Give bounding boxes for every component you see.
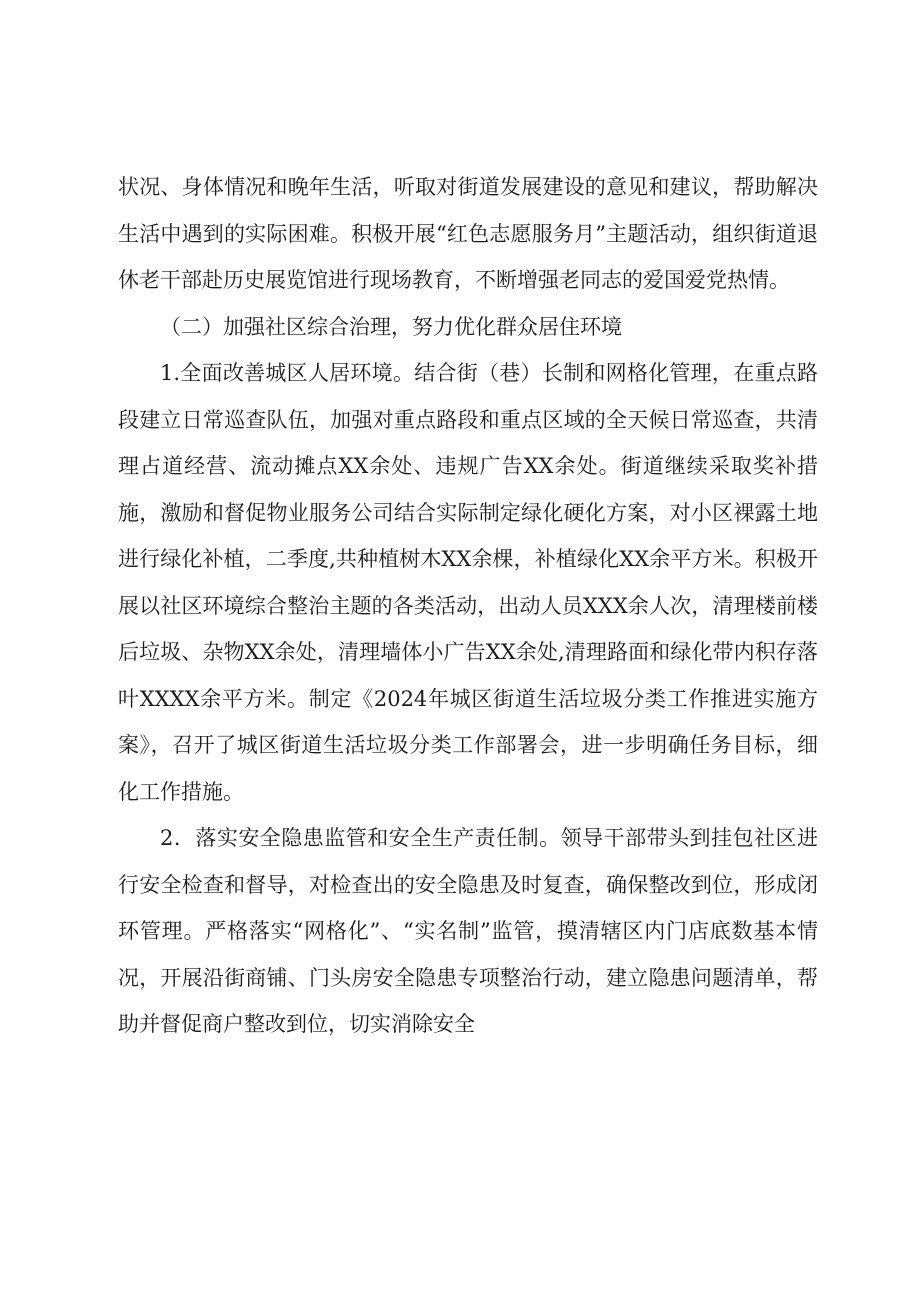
paragraph-item-1: 1.全面改善城区人居环境。结合街（巷）长制和网格化管理，在重点路段建立日常巡查队伍，加强对重点路段和重点区域的全天候日常巡查，共清理占道经营、流动摊点XX余处、违规广告XX余处。街道继续采取奖补措施，激励和督促物业服务公司结合实际制定绿化硬化方案，对小区裸露土地进行绿化补植，二季度,共种植树木XX余棵，补植绿化XX余平方米。积极开展以社区环境综合整治主题的各类活动，出动人员XXX余人次，清理楼前楼后垃圾、杂物XX余处，清理墙体小广告XX余处,清理路面和绿化带内积存落叶XXXX余平方米。制定《2024年城区街道生活垃圾分类工作推进实施方案》，召开了城区街道生活垃圾分类工作部署会，进一步明确任务目标，细化工作措施。	[118, 361, 818, 804]
document-body	[118, 164, 818, 1048]
paragraph-item-2: 2．落实安全隐患监管和安全生产责任制。领导干部带头到挂包社区进行安全检查和督导，对检查出的安全隐患及时复查，确保整改到位，形成闭环管理。严格落实“网格化”、“实名制”监管，摸清辖区内门店底数基本情况，开展沿街商铺、门头房安全隐患专项整治行动，建立隐患问题清单，帮助并督促商户整改到位，切实消除安全	[118, 826, 818, 1036]
section-heading: （二）加强社区综合治理，努力优化群众居住环境	[160, 314, 622, 339]
paragraph-continuation: 状况、身体情况和晚年生活，听取对街道发展建设的意见和建议，帮助解决生活中遇到的实际困难。积极开展“红色志愿服务月”主题活动，组织街道退休老干部赴历史展览馆进行现场教育，不断增强老同志的爱国爱党热情。	[118, 175, 818, 292]
